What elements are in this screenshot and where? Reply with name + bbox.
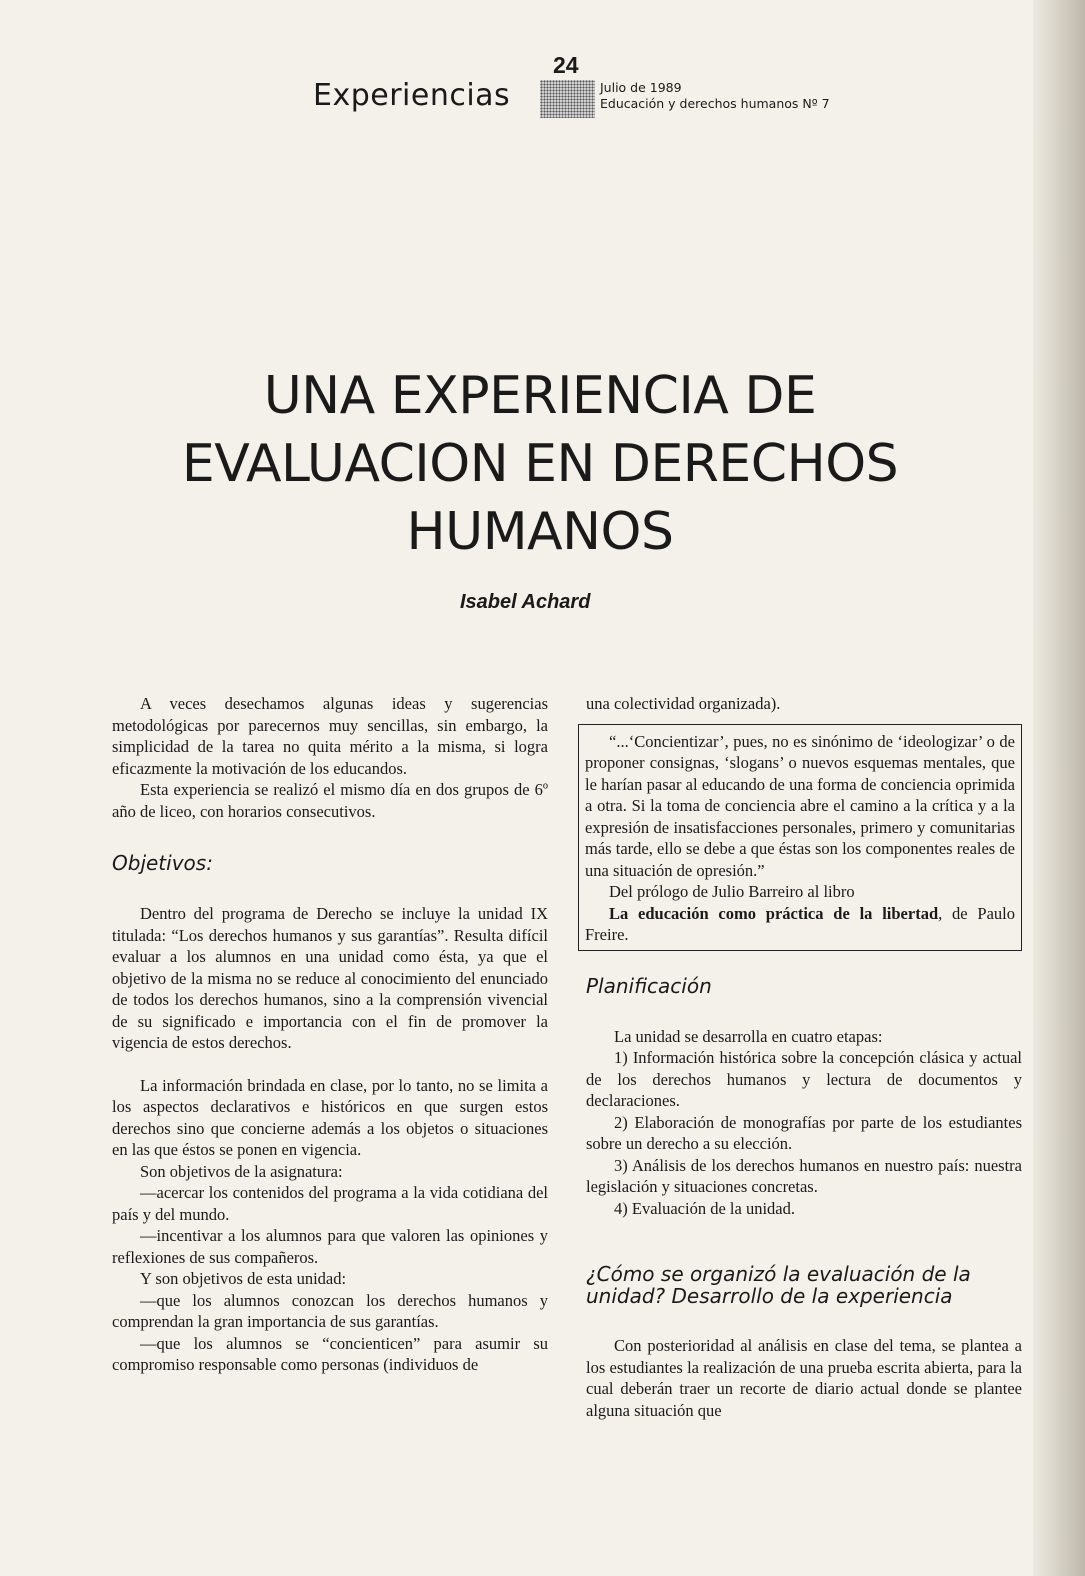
evaluation-heading: ¿Cómo se organizó la evaluación de la unidad? Desarrollo de la experiencia [586, 1262, 971, 1308]
list-intro: Son objetivos de la asignatura: [140, 1161, 343, 1181]
header-pattern-block [540, 80, 595, 118]
book-title: La educación como práctica de la libertad [609, 903, 939, 923]
title-line: UNA EXPERIENCIA DE [263, 366, 817, 426]
left-column [112, 693, 548, 1376]
list-item: 2) Elaboración de monografías por parte de los estudiantes sobre un derecho a su elección. [586, 1112, 1022, 1153]
book-author: , de Paulo Freire. [585, 903, 1015, 944]
body-paragraph: La información brindada en clase, por lo tanto, no se limita a los aspectos declarativos e históricos en que surgen estos derechos sino que concierne además a los objetos o situaciones en las que éstos se ponen en vigencia. [112, 1075, 548, 1159]
objectives-heading: Objetivos: [112, 851, 213, 875]
list-item: —que los alumnos conozcan los derechos humanos y comprendan la gran importancia de sus garantías. [112, 1290, 548, 1331]
list-item: 1) Información histórica sobre la concepción clásica y actual de los derechos humanos y lectura de documentos y declaraciones. [586, 1048, 1022, 1110]
intro-paragraph: Esta experiencia se realizó el mismo día en dos grupos de 6º año de liceo, con horarios consecutivos. [112, 780, 548, 821]
page-number: 24 [553, 52, 579, 78]
list-item: 4) Evaluación de la unidad. [614, 1198, 795, 1218]
quote-reference [585, 903, 1015, 946]
author-byline: Isabel Achard [460, 591, 591, 613]
right-column [586, 693, 1022, 1421]
list-item: —incentivar a los alumnos para que valoren las opiniones y reflexiones de sus compañeros. [112, 1226, 548, 1267]
list-item: 3) Análisis de los derechos humanos en nuestro país: nuestra legislación y situaciones concretas. [586, 1155, 1022, 1196]
issue-date: Julio de 1989 [600, 80, 682, 95]
list-item: —acercar los contenidos del programa a la vida cotidiana del país y del mundo. [112, 1183, 548, 1224]
section-name: Experiencias [313, 78, 511, 113]
intro-paragraph: A veces desechamos algunas ideas y sugerencias metodológicas por parecernos muy sencillas, sin embargo, la simplicidad de la tarea no quita mérito a la misma, si logra eficazmente la motivación de los educandos. [112, 694, 548, 778]
planning-heading: Planificación [586, 973, 712, 998]
page-edge-shadow [1033, 0, 1085, 1576]
quote-text: “...‘Concientizar’, pues, no es sinónimo de ‘ideologizar’ o de proponer consignas, ‘slogans’ o nuevos esquemas mentales, que le harían pasar al educando de una forma de conciencia oprimida a otra. Si la toma de conciencia abre el camino a la crítica y a la expresión de insatisfacciones personales, primero y comunitarias más tarde, ello se debe a que éstas son los componentes reales de una situación de opresión.” [585, 731, 1015, 880]
list-item: —que los alumnos se “concienticen” para asumir su compromiso responsable como personas (individuos de [112, 1333, 548, 1374]
publication-name: Educación y derechos humanos Nº 7 [600, 96, 830, 111]
list-intro: La unidad se desarrolla en cuatro etapas: [614, 1026, 883, 1046]
list-intro: Y son objetivos de esta unidad: [140, 1269, 347, 1288]
body-paragraph: Con posterioridad al análisis en clase del tema, se plantea a los estudiantes la realización de una prueba escrita abierta, para la cual deberán traer un recorte de diario actual donde se plantee alguna situación que [586, 1336, 1022, 1420]
title-line: HUMANOS [406, 502, 674, 562]
quote-box [578, 724, 1022, 951]
title-line: EVALUACION EN DERECHOS [181, 434, 899, 494]
article-title [100, 362, 980, 566]
continuation-paragraph: una colectividad organizada). [586, 694, 781, 713]
quote-source: Del prólogo de Julio Barreiro al libro [609, 882, 855, 901]
body-paragraph: Dentro del programa de Derecho se incluye la unidad IX titulada: “Los derechos humanos y sus garantías”. Resulta difícil evaluar a los alumnos en una unidad como ésta, ya que el objetivo de la misma no se reduce al conocimiento del enunciado de todos los derechos humanos, sino a la comprensión vivencial de su significado e importancia con el fin de promover la vigencia de estos derechos. [112, 904, 548, 1052]
